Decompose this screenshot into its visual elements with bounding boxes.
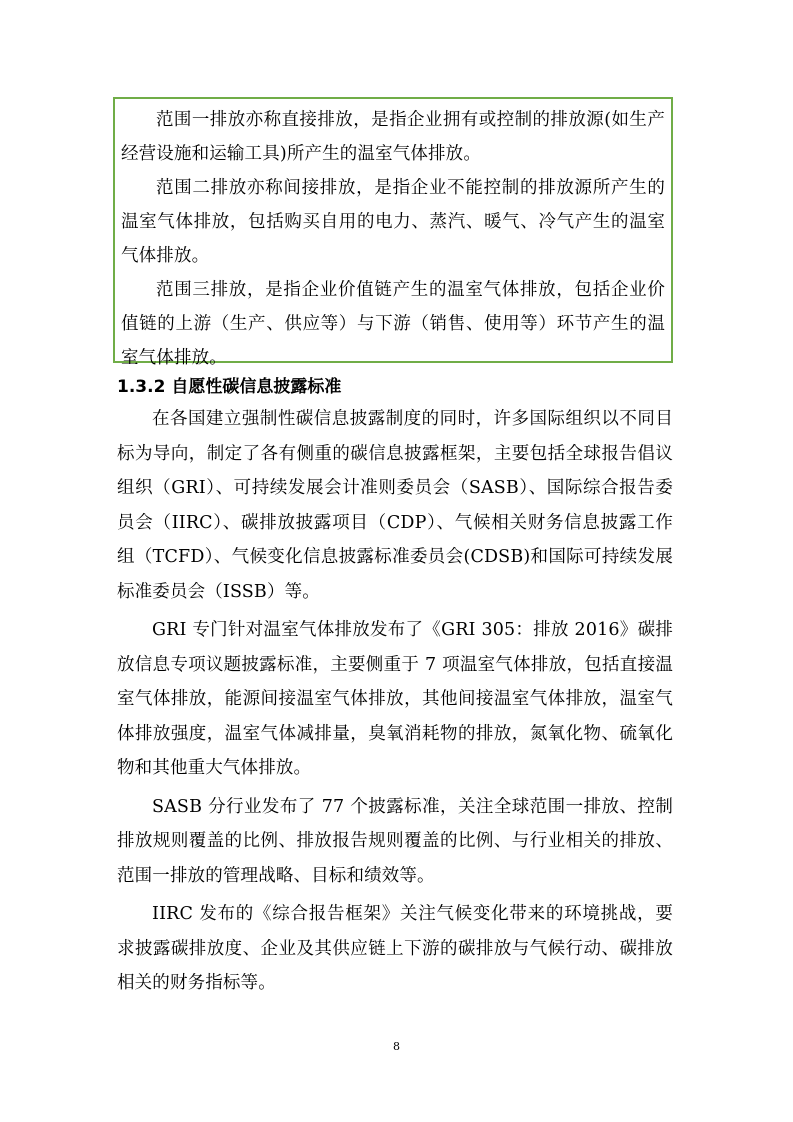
scope-definitions-box <box>113 97 673 368</box>
scope-two-paragraph: 范围二排放亦称间接排放，是指企业不能控制的排放源所产生的温室气体排放，包括购买自用的电力、蒸汽、暖气、冷气产生的温室气体排放。 <box>121 178 665 266</box>
body-paragraph-iirc: IIRC 发布的《综合报告框架》关注气候变化带来的环境挑战，要求披露碳排放度、企业及其供应链上下游的碳排放与气候行动、碳排放相关的财务指标等。 <box>117 904 673 993</box>
section-heading: 1.3.2 自愿性碳信息披露标准 <box>117 377 342 397</box>
body-paragraph-gri: GRI 专门针对温室气体排放发布了《GRI 305：排放 2016》碳排放信息专项议题披露标准，主要侧重于 7 项温室气体排放，包括直接温室气体排放，能源间接温室气体排放，其他间接温室气体排放，温室气体排放强度，温室气体减排量，臭氧消耗物的排放，氮氧化物、硫氧化物和其他重大气体排放。 <box>117 620 673 778</box>
scope-one-paragraph: 范围一排放亦称直接排放，是指企业拥有或控制的排放源(如生产经营设施和运输工具)所产生的温室气体排放。 <box>121 110 665 164</box>
body-paragraph-sasb: SASB 分行业发布了 77 个披露标准，关注全球范围一排放、控制排放规则覆盖的比例、排放报告规则覆盖的比例、与行业相关的排放、范围一排放的管理战略、目标和绩效等。 <box>117 796 673 886</box>
body-paragraph-frameworks: 在各国建立强制性碳信息披露制度的同时，许多国际组织以不同目标为导向，制定了各有侧重的碳信息披露框架，主要包括全球报告倡议组织（GRI）、可持续发展会计准则委员会（SASB）、国际综合报告委员会（IIRC）、碳排放披露项目（CDP）、气候相关财务信息披露工作组（TCFD）、气候变化信息披露标准委员会(CDSB)和国际可持续发展标准委员会（ISSB）等。 <box>117 409 673 602</box>
section-body <box>117 402 673 1005</box>
page-number: 8 <box>393 1040 400 1053</box>
scope-three-paragraph: 范围三排放，是指企业价值链产生的温室气体排放，包括企业价值链的上游（生产、供应等）与下游（销售、使用等）环节产生的温室气体排放。 <box>121 280 665 368</box>
